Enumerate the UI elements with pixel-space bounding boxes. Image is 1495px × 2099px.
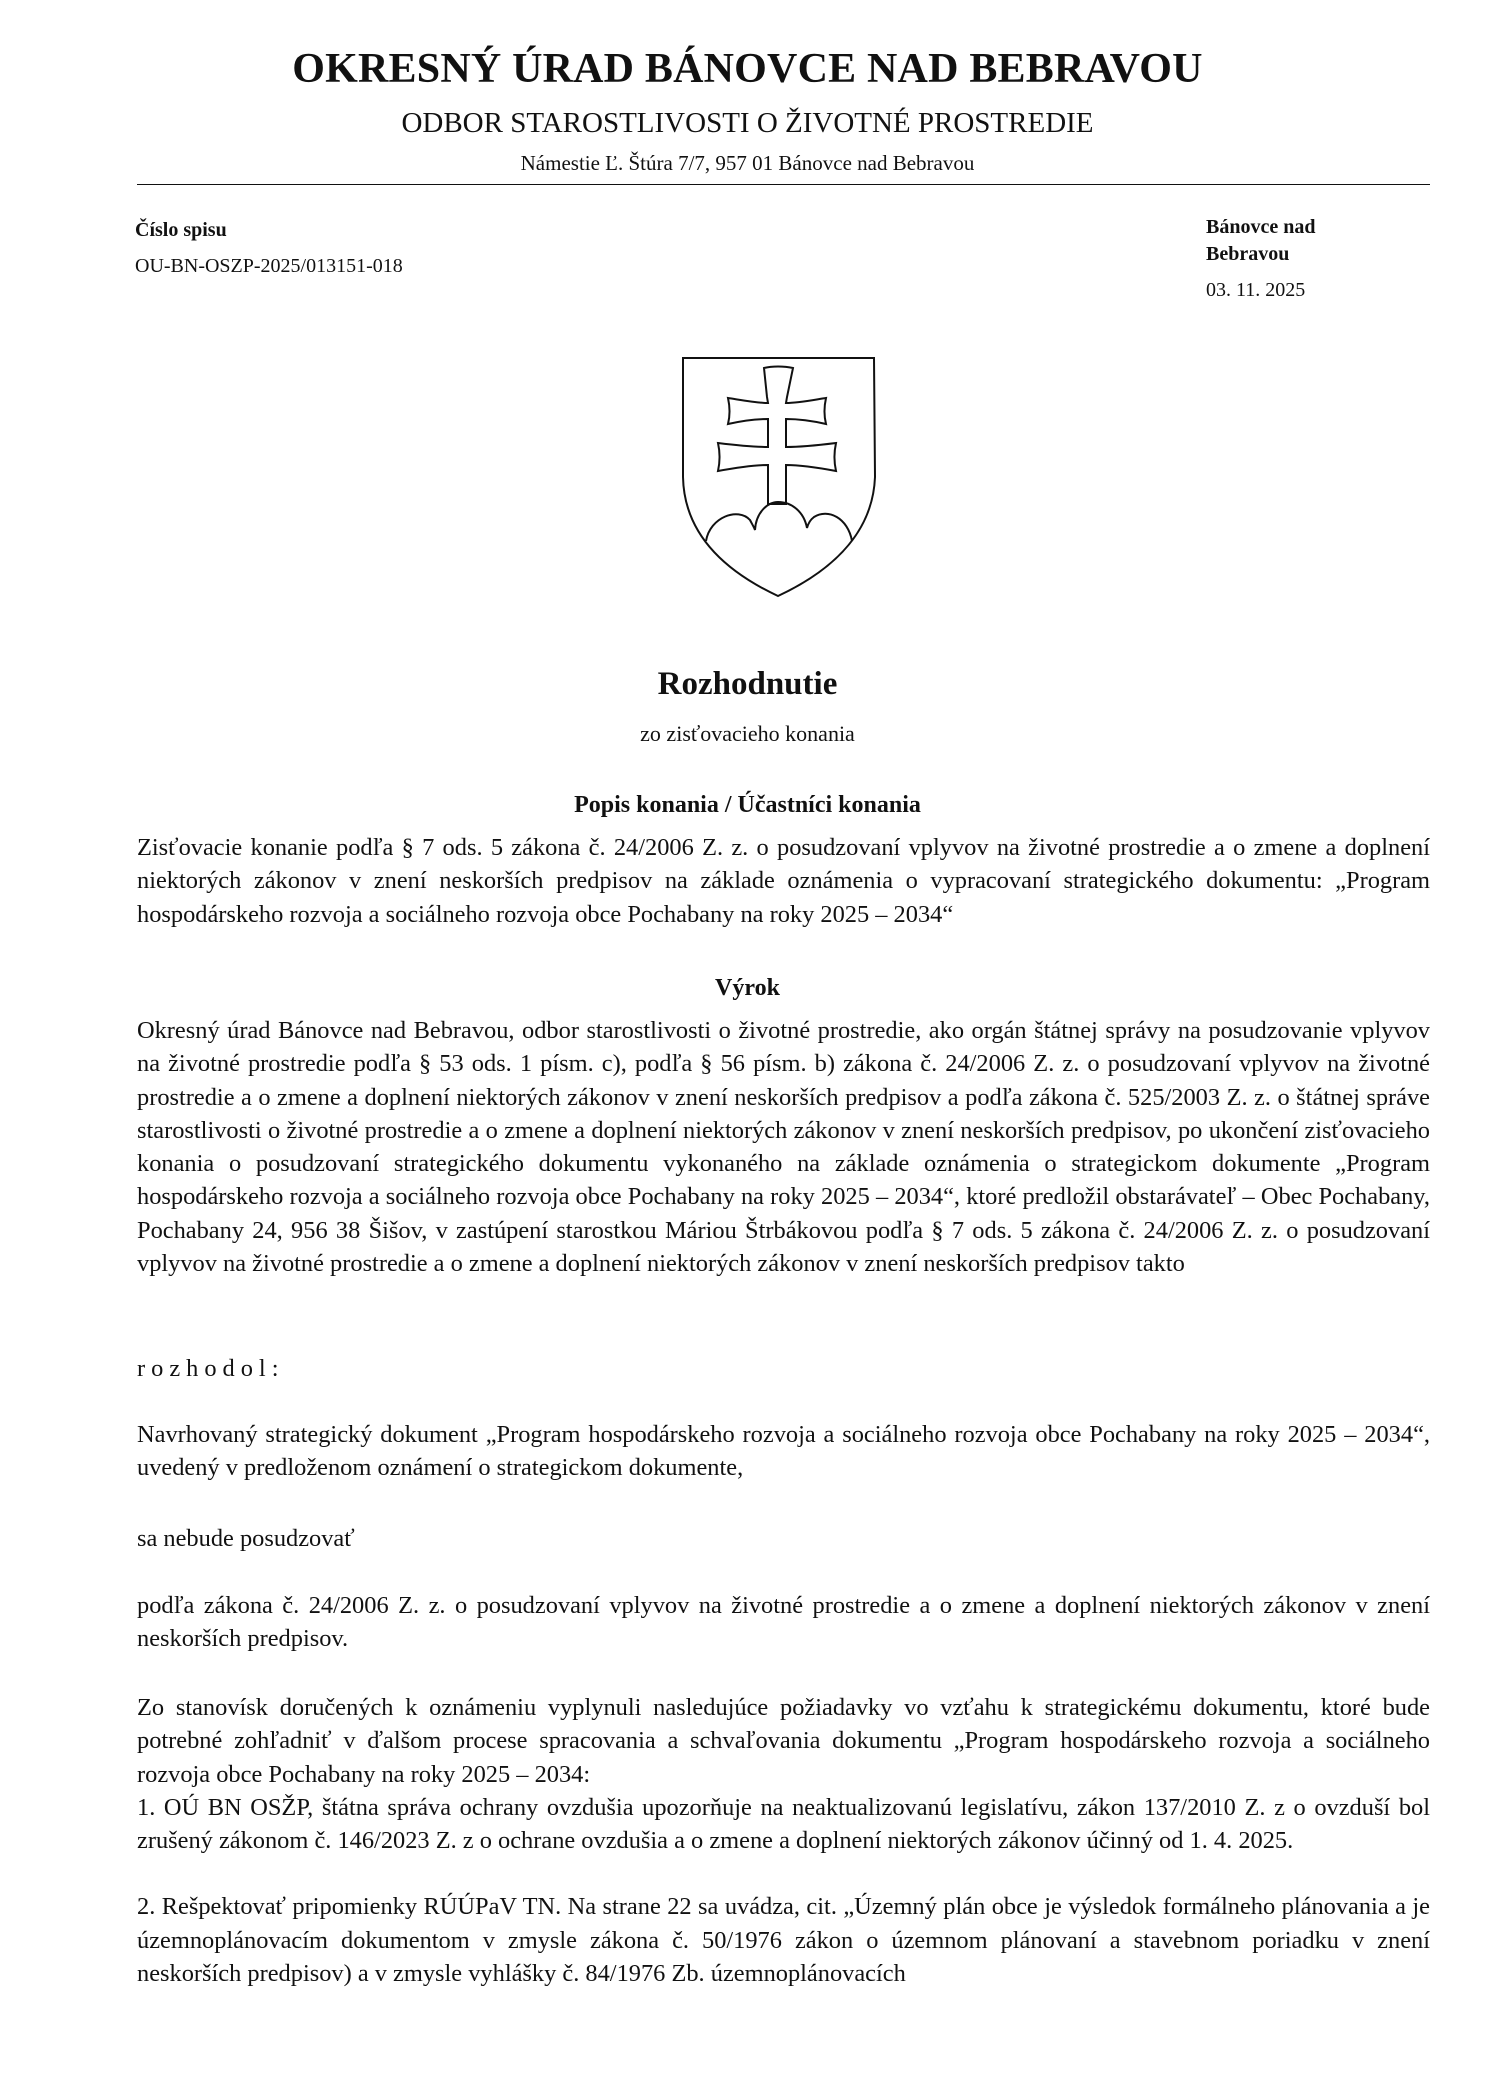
issue-date: 03. 11. 2025 bbox=[1206, 279, 1306, 301]
office-address: Námestie Ľ. Štúra 7/7, 957 01 Bánovce nad Bebravou bbox=[520, 151, 975, 175]
proposed-document-paragraph: Navrhovaný strategický dokument „Program hospodárskeho rozvoja a sociálneho rozvoja obce Pochabany na roky 2025 – 2034“, uvedený v predloženom oznámení o strategickom dokumente, bbox=[137, 1421, 1430, 1482]
requirement-item: 2. Rešpektovať pripomienky RÚÚPaV TN. Na strane 22 sa uvádza, cit. „Územný plán obce je výsledok formálneho plánovania a je územnoplánovacím dokumentom v zmysle zákona č. 50/1976 zákon o územnom plánovaní a stavebnom poriadku v znení neskorších predpisov) a v zmysle vyhlášky č. 84/1976 Zb. územnoplánovacích bbox=[137, 1893, 1430, 1988]
proceedings-description: Zisťovacie konanie podľa § 7 ods. 5 zákona č. 24/2006 Z. z. o posudzovaní vplyvov na životné prostredie a o zmene a doplnení niektorých zákonov v znení neskorších predpisov na základe oznámenia o vypracovaní strategického dokumentu: „Program hospodárskeho rozvoja a sociálneho rozvoja obce Pochabany na roky 2025 – 2034“ bbox=[137, 834, 1430, 928]
decided-label: rozhodol: bbox=[137, 1355, 285, 1382]
legal-basis-paragraph: podľa zákona č. 24/2006 Z. z. o posudzovaní vplyvov na životné prostredie a o zmene a doplnení niektorých zákonov v znení neskorších predpisov. bbox=[137, 1592, 1430, 1653]
office-name: OKRESNÝ ÚRAD BÁNOVCE NAD BEBRAVOU bbox=[292, 46, 1203, 92]
issue-place: Bánovce nad Bebravou bbox=[1206, 216, 1316, 265]
document-subtitle: zo zisťovacieho konania bbox=[640, 721, 855, 746]
requirement-item: 1. OÚ BN OSŽP, štátna správa ochrany ovzdušia upozorňuje na neaktualizovanú legislatívu, zákon 137/2010 Z. z o ovzduší bol zrušený zákonom č. 146/2023 Z. z o ochrane ovzdušia a o zmene a doplnení niektorých zákonov účinný od 1. 4. 2025. bbox=[137, 1793, 1430, 1855]
requirements-intro: Zo stanovísk doručených k oznámeniu vyplynuli nasledujúce požiadavky vo vzťahu k strategickému dokumentu, ktoré bude potrebné zohľadniť v ďalšom procese spracovania a schvaľovania dokumentu „Program hospodárskeho rozvoja a sociálneho rozvoja obce Pochabany na roky 2025 – 2034: bbox=[137, 1694, 1430, 1788]
file-number-label: Číslo spisu bbox=[135, 219, 227, 241]
header-divider bbox=[137, 184, 1430, 185]
coat-of-arms-icon bbox=[680, 352, 880, 602]
document-title: Rozhodnutie bbox=[657, 666, 838, 702]
place-and-date bbox=[1206, 214, 1406, 304]
file-reference bbox=[135, 216, 403, 280]
section-heading-verdict: Výrok bbox=[715, 975, 780, 1001]
not-assessed-statement: sa nebude posudzovať bbox=[137, 1525, 355, 1552]
department-name: ODBOR STAROSTLIVOSTI O ŽIVOTNÉ PROSTREDIE bbox=[401, 107, 1094, 139]
verdict-paragraph: Okresný úrad Bánovce nad Bebravou, odbor starostlivosti o životné prostredie, ako orgán štátnej správy na posudzovanie vplyvov na životné prostredie podľa § 53 ods. 1 písm. c), podľa § 56 písm. b) zákona č. 24/2006 Z. z. o posudzovaní vplyvov na životné prostredie a o zmene a doplnení niektorých zákonov v znení neskorších predpisov a podľa zákona č. 525/2003 Z. z. o štátnej správe starostlivosti o životné prostredie a o zmene a doplnení niektorých zákonov v znení neskorších predpisov, po ukončení zisťovacieho konania o posudzovaní strategického dokumentu vykonaného na základe oznámenia o strategickom dokumente „Program hospodárskeho rozvoja a sociálneho rozvoja obce Pochabany na roky 2025 – 2034“, ktoré predložil obstarávateľ – Obec Pochabany, Pochabany 24, 956 38 Šišov, v zastúpení starostkou Máriou Štrbákovou podľa § 7 ods. 5 zákona č. 24/2006 Z. z. o posudzovaní vplyvov na životné prostredie a o zmene a doplnení niektorých zákonov v znení neskorších predpisov takto bbox=[137, 1017, 1430, 1278]
file-number: OU-BN-OSZP-2025/013151-018 bbox=[135, 255, 403, 277]
requirements-block bbox=[137, 1691, 1430, 1990]
section-heading-description: Popis konania / Účastníci konania bbox=[574, 792, 921, 818]
